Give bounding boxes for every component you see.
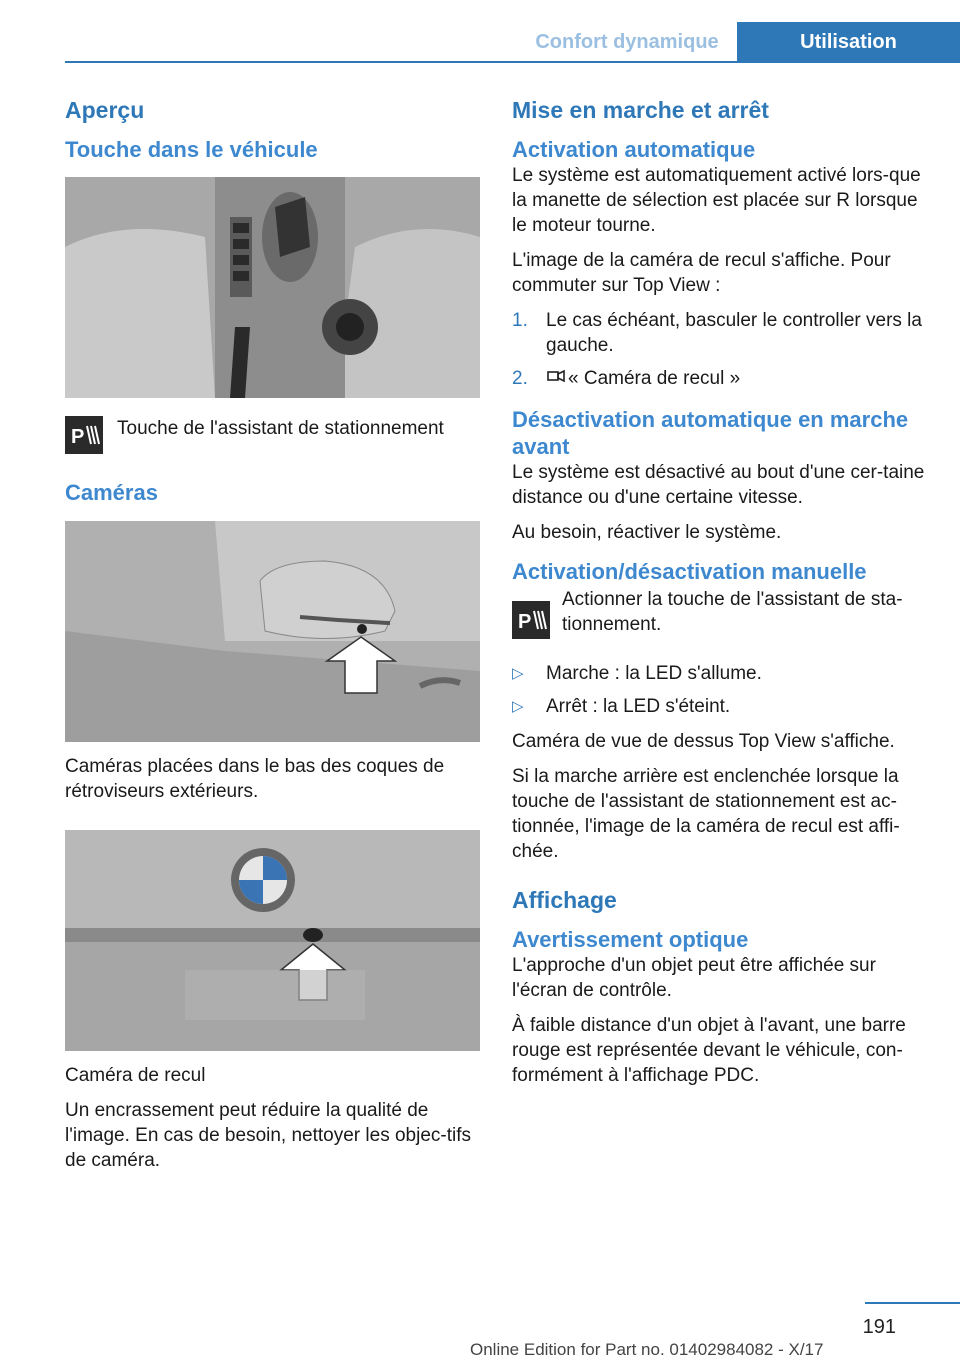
- step-number: 1.: [512, 310, 528, 332]
- step-text: « Caméra de recul »: [568, 368, 741, 390]
- footer-rule: [865, 1302, 960, 1304]
- manual-p2: Si la marche arrière est enclenchée lorsque la touche de l'assistant de stationnement est ac-tionnée, l'image de la caméra de recul est affi-chée.: [512, 766, 900, 863]
- triangle-bullet-icon: ▷: [512, 665, 524, 683]
- mirror-photo: [65, 521, 480, 742]
- page-header: [0, 0, 960, 62]
- bullet-item: [512, 694, 926, 719]
- svg-text:P: P: [518, 611, 532, 634]
- steps-list: [512, 308, 926, 393]
- touche-heading: Touche dans le véhicule: [65, 136, 318, 162]
- page-number: 191: [862, 1316, 896, 1338]
- touche-caption-row: [65, 416, 480, 454]
- recul-caption: Caméra de recul: [65, 1064, 206, 1086]
- mise-en-marche-title: Mise en marche et arrêt: [512, 97, 769, 123]
- manual-row: [512, 587, 926, 647]
- optique-heading: Avertissement optique: [512, 927, 749, 953]
- header-rule: [65, 61, 960, 63]
- auto-on-heading: Activation automatique: [512, 136, 756, 162]
- edition-line: Online Edition for Part no. 01402984082 - X/17: [470, 1340, 824, 1359]
- park-assist-key-icon: [65, 416, 103, 454]
- chapter-tab: Utilisation: [737, 22, 960, 62]
- manual-p1: Caméra de vue de dessus Top View s'affiche.: [512, 731, 895, 753]
- step-item: [512, 366, 926, 393]
- bullets-list: [512, 661, 926, 719]
- encrassement-text: Un encrassement peut réduire la qualité de l'image. En cas de besoin, nettoyer les objec-tifs de caméra.: [65, 1099, 472, 1171]
- park-assist-key-icon: [512, 601, 550, 639]
- bullet-text: Arrêt : la LED s'éteint.: [546, 696, 731, 718]
- left-column: [65, 96, 480, 1183]
- step-item: [512, 308, 926, 358]
- step-number: 2.: [512, 368, 528, 390]
- auto-off-p2: Au besoin, réactiver le système.: [512, 521, 782, 543]
- camera-icon: [546, 366, 568, 393]
- right-column: [512, 96, 926, 1098]
- cameras-caption: Caméras placées dans le bas des coques de rétroviseurs extérieurs.: [65, 755, 445, 802]
- optique-p2: À faible distance d'un objet à l'avant, une barre rouge est représentée devant le véhicule, con-formément à l'affichage PDC.: [512, 1015, 906, 1087]
- triangle-bullet-icon: ▷: [512, 698, 524, 716]
- auto-on-p1: Le système est automatiquement activé lors-que la manette de sélection est placée sur R lorsque le moteur tourne.: [512, 165, 921, 237]
- bullet-text: Marche : la LED s'allume.: [546, 663, 762, 685]
- touche-caption: Touche de l'assistant de stationnement: [117, 418, 444, 440]
- optique-p1: L'approche d'un objet peut être affichée sur l'écran de contrôle.: [512, 955, 876, 1002]
- step-text: Le cas échéant, basculer le controller vers la gauche.: [546, 310, 922, 357]
- auto-off-p1: Le système est désactivé au bout d'une cer-taine distance ou d'une certaine vitesse.: [512, 461, 925, 508]
- affichage-heading: Affichage: [512, 887, 617, 914]
- manual-text: Actionner la touche de l'assistant de sta-tionnement.: [562, 589, 903, 636]
- cameras-heading: Caméras: [65, 480, 158, 506]
- manual-heading: Activation/désactivation manuelle: [512, 558, 867, 584]
- auto-on-p2: L'image de la caméra de recul s'affiche. Pour commuter sur Top View :: [512, 250, 891, 297]
- auto-off-heading: Désactivation automatique en marche avant: [512, 407, 909, 459]
- apercu-title: Aperçu: [65, 97, 145, 123]
- bullet-item: [512, 661, 926, 686]
- console-photo: [65, 177, 480, 398]
- svg-text:P: P: [71, 426, 85, 449]
- section-tab: Confort dynamique: [535, 30, 719, 53]
- tailgate-photo: [65, 830, 480, 1051]
